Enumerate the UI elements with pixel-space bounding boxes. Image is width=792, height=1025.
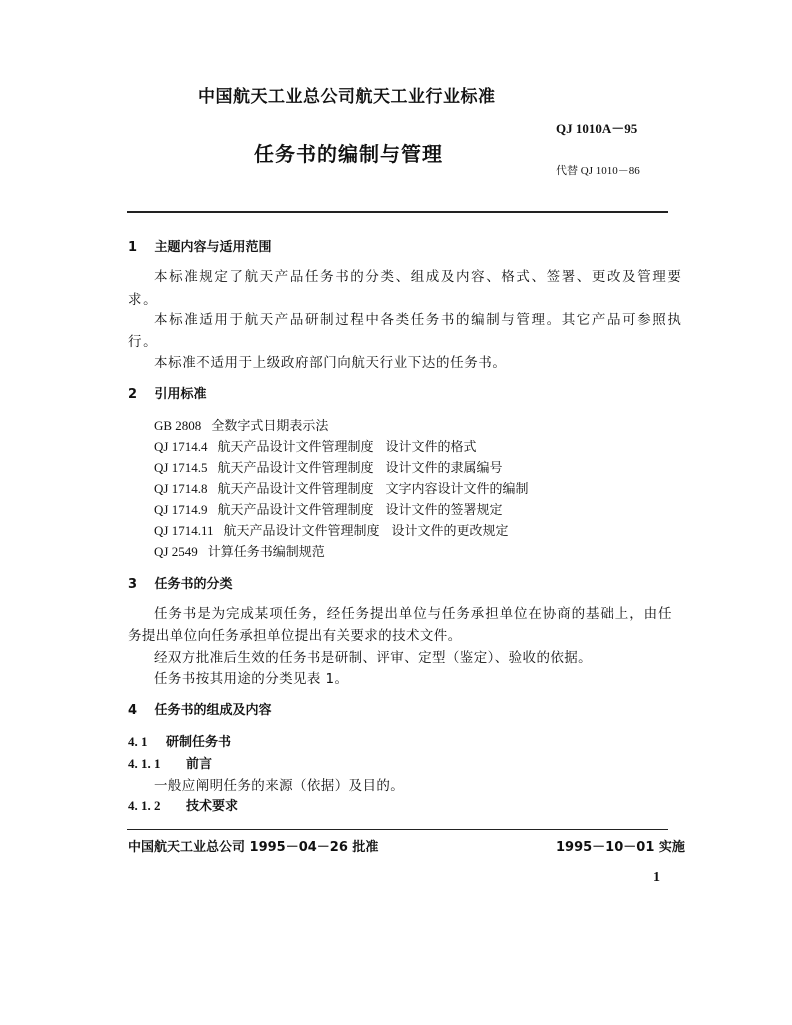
reference-item <box>154 457 502 476</box>
section-title: 主题内容与适用范围 <box>154 240 272 255</box>
reference-title: 航天产品设计文件管理制度 <box>217 503 374 518</box>
reference-item <box>154 541 325 560</box>
reference-item <box>154 436 476 455</box>
reference-title: 航天产品设计文件管理制度 <box>223 524 380 539</box>
subsection-4-1-2-heading <box>128 795 238 814</box>
reference-subtitle: 设计文件的更改规定 <box>391 524 509 539</box>
section-title: 任务书的分类 <box>154 577 233 592</box>
reference-item <box>154 478 528 497</box>
paragraph-line: 一般应阐明任务的来源（依据）及目的。 <box>154 778 405 794</box>
reference-title: 航天产品设计文件管理制度 <box>217 482 374 497</box>
subsection-title: 前言 <box>186 757 213 772</box>
paragraph-line: 任务书按其用途的分类见表 1。 <box>154 671 349 687</box>
reference-code: QJ 1714.11 <box>154 523 214 538</box>
effective-date: 1995－10－01 实施 <box>556 840 685 855</box>
subsection-4-1-heading <box>128 731 231 750</box>
subsection-number: 4. 1 <box>128 734 148 749</box>
reference-code: QJ 1714.4 <box>154 439 208 454</box>
reference-subtitle: 设计文件的格式 <box>385 440 477 455</box>
footer-divider <box>127 829 668 830</box>
subsection-number: 4. 1. 2 <box>128 798 161 813</box>
paragraph-line: 务提出单位向任务承担单位提出有关要求的技术文件。 <box>128 628 462 644</box>
reference-code: GB 2808 <box>154 418 202 433</box>
reference-code: QJ 2549 <box>154 544 198 559</box>
section-4-heading <box>128 699 272 718</box>
reference-code: QJ 1714.5 <box>154 460 208 475</box>
section-number: 2 <box>128 387 138 402</box>
header-divider <box>127 211 668 213</box>
subsection-title: 研制任务书 <box>166 735 232 750</box>
reference-title: 全数字式日期表示法 <box>211 419 329 434</box>
reference-code: QJ 1714.8 <box>154 481 208 496</box>
replaces-standard: 代替 QJ 1010－86 <box>556 165 640 177</box>
paragraph-line: 本标准不适用于上级政府部门向航天行业下达的任务书。 <box>154 355 507 371</box>
page-number: 1 <box>653 870 660 885</box>
reference-title: 计算任务书编制规范 <box>207 545 325 560</box>
paragraph-line: 本标准规定了航天产品任务书的分类、组成及内容、格式、签署、更改及管理要 <box>154 269 683 285</box>
subsection-number: 4. 1. 1 <box>128 756 161 771</box>
reference-title: 航天产品设计文件管理制度 <box>217 440 374 455</box>
reference-title: 航天产品设计文件管理制度 <box>217 461 374 476</box>
approval-date: 中国航天工业总公司 1995－04－26 批准 <box>128 840 379 855</box>
reference-subtitle: 设计文件的隶属编号 <box>385 461 503 476</box>
reference-subtitle: 设计文件的签署规定 <box>385 503 503 518</box>
reference-item <box>154 415 328 434</box>
reference-subtitle: 文字内容设计文件的编制 <box>385 482 529 497</box>
section-2-heading <box>128 383 207 402</box>
reference-item <box>154 520 509 539</box>
standard-number: QJ 1010A－95 <box>556 121 638 136</box>
subsection-4-1-1-heading <box>128 753 212 772</box>
page-title: 任务书的编制与管理 <box>254 142 443 166</box>
subsection-title: 技术要求 <box>186 799 239 814</box>
reference-item <box>154 499 502 518</box>
section-1-heading <box>128 236 272 255</box>
section-number: 3 <box>128 577 138 592</box>
section-title: 任务书的组成及内容 <box>154 703 272 718</box>
section-3-heading <box>128 573 233 592</box>
section-title: 引用标准 <box>154 387 207 402</box>
paragraph-line: 求。 <box>128 292 159 308</box>
paragraph-line: 任务书是为完成某项任务，经任务提出单位与任务承担单位在协商的基础上，由任 <box>154 606 673 622</box>
paragraph-line: 本标准适用于航天产品研制过程中各类任务书的编制与管理。其它产品可参照执 <box>154 312 683 328</box>
org-title: 中国航天工业总公司航天工业行业标准 <box>198 87 496 107</box>
section-number: 4 <box>128 703 138 718</box>
reference-code: QJ 1714.9 <box>154 502 208 517</box>
section-number: 1 <box>128 240 138 255</box>
paragraph-line: 行。 <box>128 334 159 350</box>
paragraph-line: 经双方批准后生效的任务书是研制、评审、定型（鉴定）、验收的依据。 <box>154 650 593 666</box>
